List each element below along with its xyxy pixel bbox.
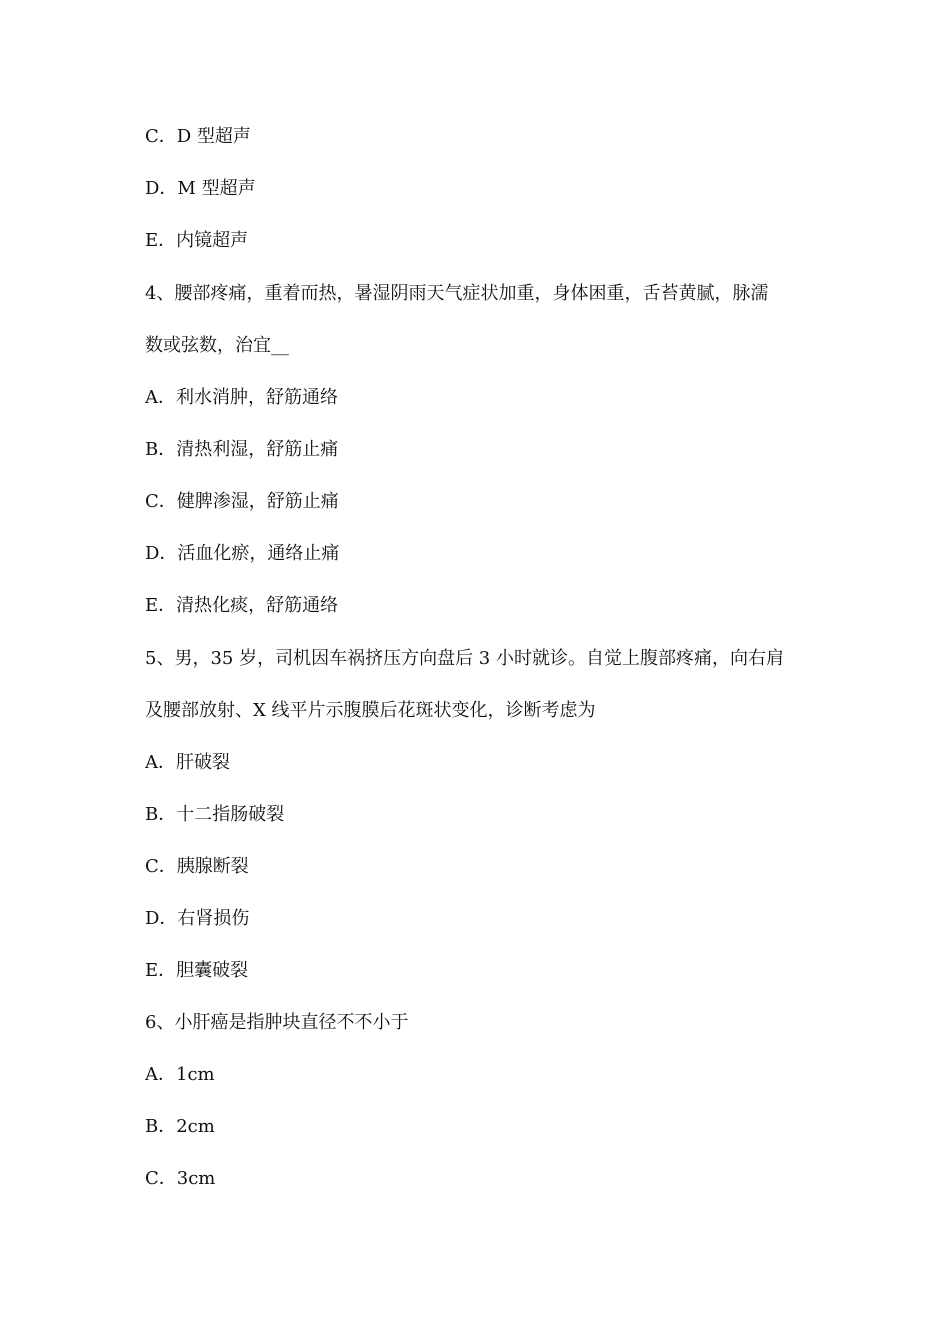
question-4-option-e: E．清热化痰，舒筋通络 [145, 595, 339, 616]
question-4-line-2: 数或弦数，治宜__ [145, 335, 289, 356]
question-6-option-c: C．3cm [145, 1168, 216, 1189]
option-e-line: E．内镜超声 [145, 230, 249, 251]
question-6-option-a: A．1cm [145, 1064, 215, 1085]
option-c-line: C．D 型超声 [145, 126, 251, 147]
question-5-option-c: C．胰腺断裂 [145, 856, 249, 877]
question-6-option-b: B．2cm [145, 1116, 215, 1137]
question-5-line-2: 及腰部放射、X 线平片示腹膜后花斑状变化，诊断考虑为 [145, 700, 596, 721]
question-4-option-c: C．健脾渗湿，舒筋止痛 [145, 491, 339, 512]
question-4-line-1: 4、腰部疼痛，重着而热，暑湿阴雨天气症状加重，身体困重，舌苔黄腻，脉濡 [145, 283, 769, 304]
question-4-option-d: D．活血化瘀，通络止痛 [145, 543, 340, 564]
question-4-option-b: B．清热利湿，舒筋止痛 [145, 439, 339, 460]
question-5-line-1: 5、男，35 岁，司机因车祸挤压方向盘后 3 小时就诊。自觉上腹部疼痛，向右肩 [145, 648, 784, 669]
question-5-option-a: A．肝破裂 [145, 752, 230, 773]
option-d-line: D．M 型超声 [145, 178, 256, 199]
question-5-option-e: E．胆囊破裂 [145, 960, 249, 981]
question-5-option-d: D．右肾损伤 [145, 908, 250, 929]
question-5-option-b: B．十二指肠破裂 [145, 804, 285, 825]
question-4-option-a: A．利水消肿，舒筋通络 [145, 387, 338, 408]
question-6-line-1: 6、小肝癌是指肿块直径不不小于 [145, 1012, 409, 1033]
